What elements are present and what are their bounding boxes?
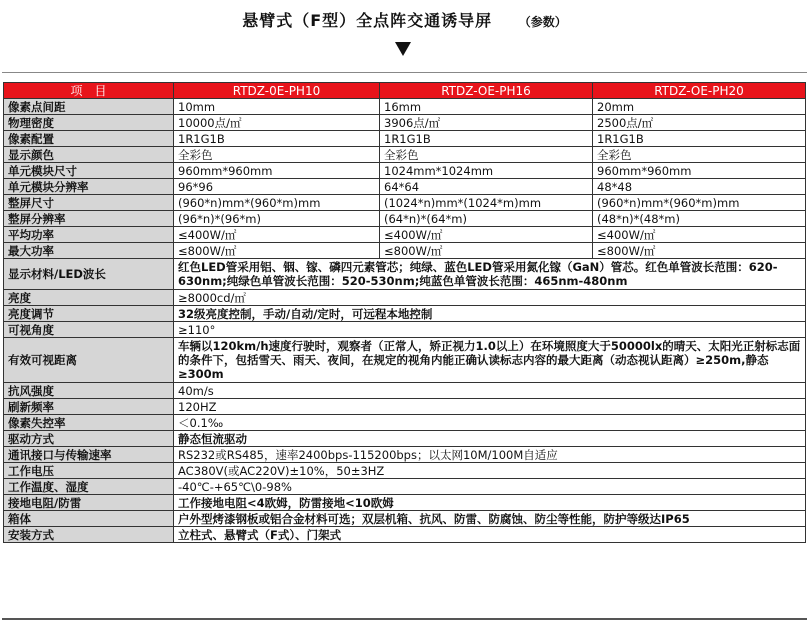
row-label: 驱动方式 [4, 431, 174, 447]
row-label: 物理密度 [4, 115, 174, 131]
table-row [4, 431, 806, 447]
cell-value: 64*64 [380, 179, 593, 195]
header-model-ph20: RTDZ-OE-PH20 [593, 83, 806, 99]
cell-value: ＜0.1‰ [174, 415, 806, 431]
cell-value: ≥8000cd/㎡ [174, 290, 806, 306]
table-row [4, 259, 806, 290]
cell-value: 960mm*960mm [593, 163, 806, 179]
header-model-ph10: RTDZ-0E-PH10 [174, 83, 380, 99]
cell-value: (960*n)mm*(960*m)mm [174, 195, 380, 211]
bottom-divider [2, 618, 807, 620]
table-row [4, 527, 806, 543]
cell-value: ≥110° [174, 322, 806, 338]
cell-value: (960*n)mm*(960*m)mm [593, 195, 806, 211]
cell-value: RS232或RS485，速率2400bps-115200bps；以太网10M/100M自适应 [174, 447, 806, 463]
table-row [4, 399, 806, 415]
row-label: 有效可视距离 [4, 338, 174, 383]
cell-value: 10mm [174, 99, 380, 115]
row-label: 工作温度、湿度 [4, 479, 174, 495]
table-row [4, 511, 806, 527]
cell-value: 20mm [593, 99, 806, 115]
cell-value: 静态恒流驱动 [174, 431, 806, 447]
cell-value: 1R1G1B [380, 131, 593, 147]
cell-value: 32级亮度控制，手动/自动/定时，可远程本地控制 [174, 306, 806, 322]
cell-value: 16mm [380, 99, 593, 115]
cell-value: 全彩色 [174, 147, 380, 163]
table-row [4, 383, 806, 399]
cell-value: 全彩色 [380, 147, 593, 163]
cell-value: (48*n)*(48*m) [593, 211, 806, 227]
cell-value: ≤400W/㎡ [593, 227, 806, 243]
row-label: 抗风强度 [4, 383, 174, 399]
cell-value: (1024*n)mm*(1024*m)mm [380, 195, 593, 211]
row-label: 箱体 [4, 511, 174, 527]
row-label: 刷新频率 [4, 399, 174, 415]
table-row [4, 163, 806, 179]
table-row [4, 131, 806, 147]
row-label: 通讯接口与传输速率 [4, 447, 174, 463]
table-row [4, 415, 806, 431]
table-row [4, 115, 806, 131]
cell-value: ≤800W/㎡ [380, 243, 593, 259]
page-title [0, 8, 809, 31]
cell-value: 96*96 [174, 179, 380, 195]
row-label: 最大功率 [4, 243, 174, 259]
cell-value: 40m/s [174, 383, 806, 399]
cell-value: 工作接地电阻<4欧姆，防雷接地<10欧姆 [174, 495, 806, 511]
cell-value: 红色LED管采用铝、铟、镓、磷四元素管芯；纯绿、蓝色LED管采用氮化镓（GaN）管芯。红色单管波长范围：620-630nm;纯绿色单管波长范围：520-530nm;纯蓝色单管波长范围：465nm-480nm [174, 259, 806, 290]
cell-value: 2500点/㎡ [593, 115, 806, 131]
table-row [4, 243, 806, 259]
cell-value: 1R1G1B [593, 131, 806, 147]
table-row [4, 290, 806, 306]
row-label: 亮度调节 [4, 306, 174, 322]
top-divider [2, 72, 807, 73]
table-row [4, 227, 806, 243]
row-label: 亮度 [4, 290, 174, 306]
header-model-ph16: RTDZ-OE-PH16 [380, 83, 593, 99]
cell-value: (64*n)*(64*m) [380, 211, 593, 227]
row-label: 像素失控率 [4, 415, 174, 431]
row-label: 接地电阻/防雷 [4, 495, 174, 511]
table-header-row [4, 83, 806, 99]
title-sub: （参数） [518, 15, 567, 29]
cell-value: 户外型烤漆钢板或铝合金材料可选；双层机箱、抗风、防雷、防腐蚀、防尘等性能，防护等级达IP65 [174, 511, 806, 527]
row-label: 整屏尺寸 [4, 195, 174, 211]
row-label: 工作电压 [4, 463, 174, 479]
cell-value: ≤400W/㎡ [174, 227, 380, 243]
cell-value: 全彩色 [593, 147, 806, 163]
cell-value: 1R1G1B [174, 131, 380, 147]
row-label: 像素配置 [4, 131, 174, 147]
cell-value: ≤800W/㎡ [174, 243, 380, 259]
table-row [4, 211, 806, 227]
row-label: 平均功率 [4, 227, 174, 243]
row-label: 单元模块分辨率 [4, 179, 174, 195]
cell-value: (96*n)*(96*m) [174, 211, 380, 227]
table-row [4, 306, 806, 322]
table-row [4, 195, 806, 211]
down-arrow-icon [395, 42, 411, 56]
row-label: 像素点间距 [4, 99, 174, 115]
cell-value: 960mm*960mm [174, 163, 380, 179]
cell-value: ≤800W/㎡ [593, 243, 806, 259]
row-label: 整屏分辨率 [4, 211, 174, 227]
table-row [4, 147, 806, 163]
row-label: 显示材料/LED波长 [4, 259, 174, 290]
cell-value: -40℃-+65℃\0-98% [174, 479, 806, 495]
title-main: 悬臂式（F型）全点阵交通诱导屏 [242, 11, 493, 30]
cell-value: 10000点/㎡ [174, 115, 380, 131]
table-row [4, 463, 806, 479]
table-row [4, 322, 806, 338]
row-label: 显示颜色 [4, 147, 174, 163]
cell-value: 1024mm*1024mm [380, 163, 593, 179]
cell-value: 车辆以120km/h速度行驶时，观察者（正常人，矫正视力1.0以上）在环境照度大于50000lx的晴天、太阳光正射标志面的条件下，包括雪天、雨天、夜间，在规定的视角内能正确认读标志内容的最大距离（动态视认距离）≥250m,静态≥300m [174, 338, 806, 383]
table-row [4, 495, 806, 511]
cell-value: 3906点/㎡ [380, 115, 593, 131]
cell-value: AC380V(或AC220V)±10%，50±3HZ [174, 463, 806, 479]
cell-value: 120HZ [174, 399, 806, 415]
row-label: 可视角度 [4, 322, 174, 338]
table-row [4, 99, 806, 115]
row-label: 安装方式 [4, 527, 174, 543]
cell-value: ≤400W/㎡ [380, 227, 593, 243]
table-row [4, 447, 806, 463]
row-label: 单元模块尺寸 [4, 163, 174, 179]
cell-value: 立柱式、悬臂式（F式）、门架式 [174, 527, 806, 543]
cell-value: 48*48 [593, 179, 806, 195]
spec-table [3, 82, 806, 543]
table-row [4, 338, 806, 383]
table-row [4, 479, 806, 495]
header-item: 项 目 [4, 83, 174, 99]
table-row [4, 179, 806, 195]
